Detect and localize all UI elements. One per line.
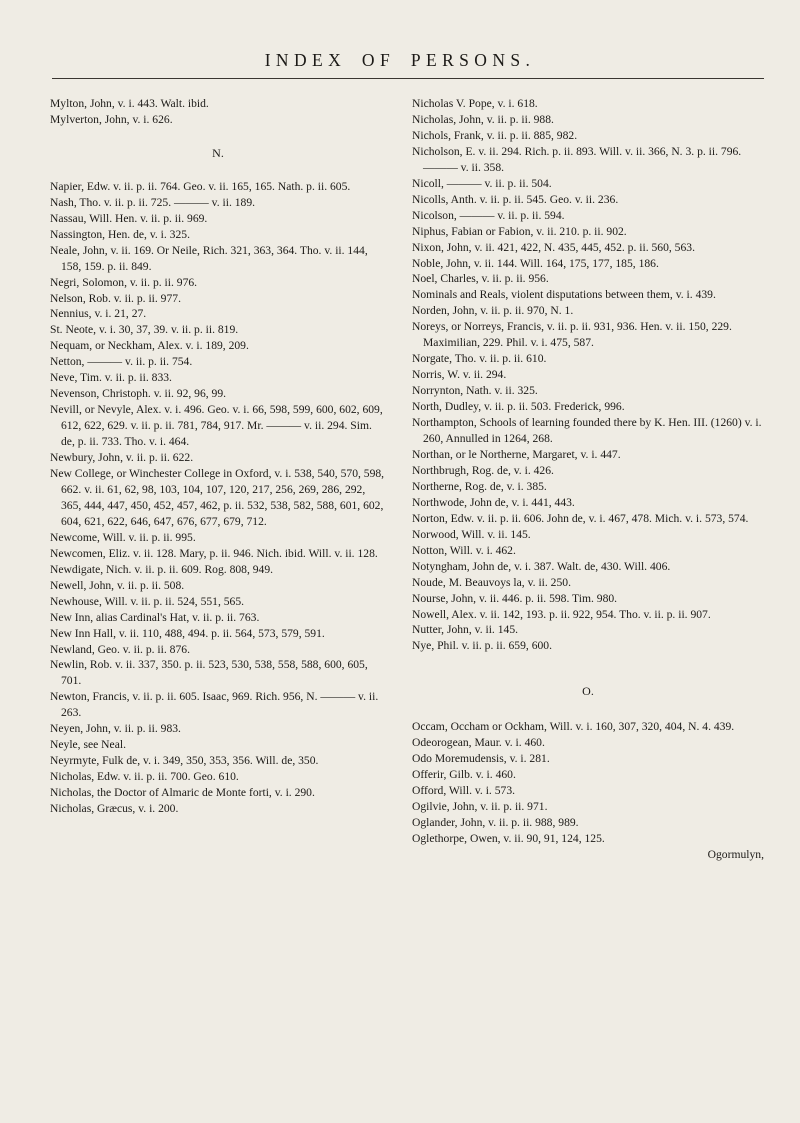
index-entry: Neyle, see Neal.: [50, 738, 126, 752]
index-entry: Nichols, Frank, v. ii. p. ii. 885, 982.: [412, 128, 578, 142]
index-entry: Norden, John, v. ii. p. ii. 970, N. 1.: [412, 304, 574, 318]
index-entry: Negri, Solomon, v. ii. p. ii. 976.: [50, 275, 198, 289]
index-entry: Nutter, John, v. ii. 145.: [412, 623, 519, 637]
index-entry: Noble, John, v. ii. 144. Will. 164, 175, 177, 185, 186.: [412, 256, 659, 270]
index-entry: Northan, or le Northerne, Margaret, v. i. 447.: [412, 447, 621, 461]
index-entry: Nicolson, ——— v. ii. p. ii. 594.: [412, 208, 565, 222]
index-entry: Nassington, Hen. de, v. i. 325.: [50, 227, 190, 241]
index-entry: Nixon, John, v. ii. 421, 422, N. 435, 445, 452. p. ii. 560, 563.: [412, 240, 695, 254]
left-entries-n: [50, 179, 386, 817]
section-letter-n: N.: [212, 145, 224, 160]
page-header: INDEX OF PERSONS.: [264, 50, 536, 70]
right-entries-n: [412, 96, 764, 654]
index-entry: Nevenson, Christoph. v. ii. 92, 96, 99.: [50, 387, 227, 401]
index-entry: Oglander, John, v. ii. p. ii. 988, 989.: [412, 816, 579, 830]
index-entry: Mylverton, John, v. i. 626.: [50, 112, 173, 126]
index-entry: Nicholas, John, v. ii. p. ii. 988.: [412, 112, 554, 126]
index-entry: New Inn, alias Cardinal's Hat, v. ii. p. ii. 763.: [50, 610, 260, 624]
index-entry: Noel, Charles, v. ii. p. ii. 956.: [412, 272, 549, 286]
index-entry: Nominals and Reals, violent disputations between them, v. i. 439.: [412, 288, 716, 302]
index-entry: Newton, Francis, v. ii. p. ii. 605. Isaac, 969. Rich. 956, N. ——— v. ii. 263.: [50, 690, 379, 720]
index-entry: Newcome, Will. v. ii. p. ii. 995.: [50, 530, 196, 544]
index-entry: Nye, Phil. v. ii. p. ii. 659, 600.: [412, 639, 552, 653]
index-entry: Odeorogean, Maur. v. i. 460.: [412, 736, 545, 750]
section-letter-o: O.: [582, 684, 594, 699]
left-column: [50, 96, 386, 817]
index-entry: Mylton, John, v. i. 443. Walt. ibid.: [50, 97, 209, 110]
index-entry: Newhouse, Will. v. ii. p. ii. 524, 551, 565.: [50, 594, 245, 608]
index-entry: Nicholas, Græcus, v. i. 200.: [50, 802, 179, 816]
index-entry: Nennius, v. i. 21, 27.: [50, 307, 147, 321]
index-entry: Notyngham, John de, v. i. 387. Walt. de, 430. Will. 406.: [412, 559, 671, 573]
index-entry: Nicolls, Anth. v. ii. p. ii. 545. Geo. v. ii. 236.: [412, 192, 619, 206]
index-entry: Oglethorpe, Owen, v. ii. 90, 91, 124, 125.: [412, 831, 605, 845]
index-entry: Nourse, John, v. ii. 446. p. ii. 598. Tim. 980.: [412, 591, 618, 605]
index-entry: Noude, M. Beauvoys la, v. ii. 250.: [412, 575, 571, 589]
index-entry: Neve, Tim. v. ii. p. ii. 833.: [50, 371, 172, 385]
index-entry: Newland, Geo. v. ii. p. ii. 876.: [50, 642, 190, 656]
index-entry: Northbrugh, Rog. de, v. i. 426.: [412, 463, 554, 477]
index-entry: Norgate, Tho. v. ii. p. ii. 610.: [412, 352, 547, 366]
index-entry: Nash, Tho. v. ii. p. ii. 725. ——— v. ii. 189.: [50, 195, 256, 209]
right-entries-o: [412, 719, 764, 847]
index-entry: Neyen, John, v. ii. p. ii. 983.: [50, 722, 181, 736]
index-entry: Norwood, Will. v. ii. 145.: [412, 527, 531, 541]
index-entry: Newcomen, Eliz. v. ii. 128. Mary, p. ii. 946. Nich. ibid. Will. v. ii. 128.: [50, 546, 378, 560]
index-entry: Newell, John, v. ii. p. ii. 508.: [50, 578, 185, 592]
index-entry: Newdigate, Nich. v. ii. p. ii. 609. Rog. 808, 949.: [50, 562, 274, 576]
index-entry: North, Dudley, v. ii. p. ii. 503. Frederick, 996.: [412, 400, 625, 414]
index-entry: New College, or Winchester College in Oxford, v. i. 538, 540, 570, 598, 662. v. ii. 61, 62, 98, 103, 104, 107, 120, 217, 256, 269, 286, 292, 365, 444, 447, 450, 452, 457, 462, p. ii. 532, 538, 582, 588, 601, 602, 604, 621, 622, 646, 647, 676, 677, 679, 712.: [50, 467, 385, 528]
header-rule: [52, 78, 764, 79]
catchword: Ogormulyn,: [707, 847, 764, 861]
index-entry: Noreys, or Norreys, Francis, v. ii. p. ii. 931, 936. Hen. v. ii. 150, 229. Maximilian, 229. Phil. v. i. 475, 587.: [412, 320, 732, 350]
index-entry: Nicoll, ——— v. ii. p. ii. 504.: [412, 176, 552, 190]
index-entry: Northwode, John de, v. i. 441, 443.: [412, 495, 575, 509]
index-entry: Nicholas, the Doctor of Almaric de Monte forti, v. i. 290.: [50, 786, 315, 800]
left-entries-top: [50, 96, 386, 128]
index-entry: Ogilvie, John, v. ii. p. ii. 971.: [412, 800, 548, 814]
index-entry: Niphus, Fabian or Fabion, v. ii. 210. p. ii. 902.: [412, 224, 627, 238]
right-column: [412, 96, 764, 863]
index-entry: Nicholson, E. v. ii. 294. Rich. p. ii. 893. Will. v. ii. 366, N. 3. p. ii. 796. ——— v. ii. 358.: [412, 144, 742, 174]
index-entry: Nicholas, Edw. v. ii. p. ii. 700. Geo. 610.: [50, 770, 239, 784]
index-entry: Offord, Will. v. i. 573.: [412, 784, 516, 798]
index-entry: Offerir, Gilb. v. i. 460.: [412, 768, 516, 782]
index-entry: Nelson, Rob. v. ii. p. ii. 977.: [50, 291, 181, 305]
index-entry: Northampton, Schools of learning founded there by K. Hen. III. (1260) v. i. 260, Annulled in 1264, 268.: [412, 416, 762, 446]
index-entry: Nassau, Will. Hen. v. ii. p. ii. 969.: [50, 211, 208, 225]
index-entry: Napier, Edw. v. ii. p. ii. 764. Geo. v. ii. 165, 165. Nath. p. ii. 605.: [50, 179, 351, 193]
index-entry: Neyrmyte, Fulk de, v. i. 349, 350, 353, 356. Will. de, 350.: [50, 754, 319, 768]
index-entry: New Inn Hall, v. ii. 110, 488, 494. p. ii. 564, 573, 579, 591.: [50, 626, 325, 640]
index-entry: Norris, W. v. ii. 294.: [412, 368, 507, 382]
index-entry: Nicholas V. Pope, v. i. 618.: [412, 97, 538, 110]
index-entry: Odo Moremudensis, v. i. 281.: [412, 752, 550, 766]
index-entry: Nowell, Alex. v. ii. 142, 193. p. ii. 922, 954. Tho. v. ii. p. ii. 907.: [412, 607, 711, 621]
index-entry: Northerne, Rog. de, v. i. 385.: [412, 479, 547, 493]
index-entry: Occam, Occham or Ockham, Will. v. i. 160, 307, 320, 404, N. 4. 439.: [412, 720, 735, 734]
index-entry: Notton, Will. v. i. 462.: [412, 543, 516, 557]
index-entry: Neale, John, v. ii. 169. Or Neile, Rich. 321, 363, 364. Tho. v. ii. 144, 158, 159. p. ii. 849.: [50, 243, 368, 273]
index-entry: St. Neote, v. i. 30, 37, 39. v. ii. p. ii. 819.: [50, 323, 239, 337]
index-entry: Newlin, Rob. v. ii. 337, 350. p. ii. 523, 530, 538, 558, 588, 600, 605, 701.: [50, 658, 368, 688]
index-entry: Norrynton, Nath. v. ii. 325.: [412, 384, 538, 398]
index-entry: Nevill, or Nevyle, Alex. v. i. 496. Geo. v. i. 66, 598, 599, 600, 602, 609, 612, 622, 629. v. ii. p. ii. 781, 784, 917. Mr. ——— v. ii. 294. Sim. de, p. ii. 733. Tho. v. i. 464.: [50, 403, 383, 449]
index-entry: Newbury, John, v. ii. p. ii. 622.: [50, 451, 194, 465]
index-entry: Nequam, or Neckham, Alex. v. i. 189, 209.: [50, 339, 249, 353]
index-entry: Norton, Edw. v. ii. p. ii. 606. John de, v. i. 467, 478. Mich. v. i. 573, 574.: [412, 511, 749, 525]
index-entry: Netton, ——— v. ii. p. ii. 754.: [50, 355, 193, 369]
